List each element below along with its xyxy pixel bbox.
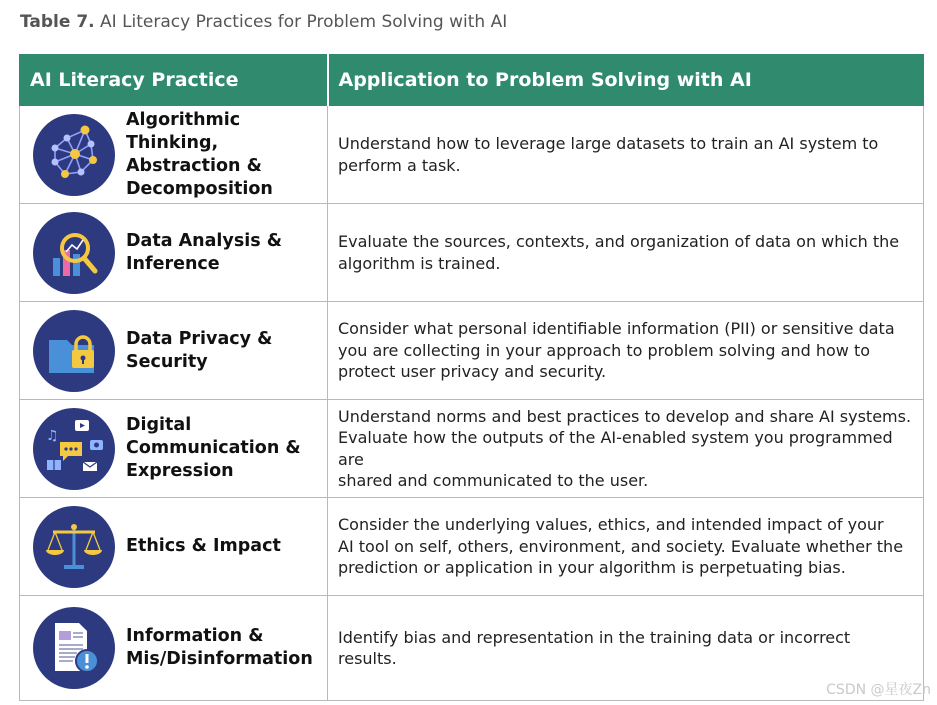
table-row <box>20 596 924 701</box>
practice-cell <box>21 109 326 201</box>
table-header-row <box>20 55 924 106</box>
practice-name: Digital Communication & Expression <box>126 415 301 481</box>
table-row <box>20 498 924 596</box>
svg-text:♫: ♫ <box>46 427 59 444</box>
practice-cell <box>21 212 326 294</box>
watermark: CSDN @星夜Zn <box>826 682 931 698</box>
document-alert-icon <box>33 607 115 689</box>
table-row <box>20 302 924 400</box>
media-chat-icon <box>33 408 115 490</box>
caption-title: AI Literacy Practices for Problem Solving with AI <box>100 12 508 32</box>
practice-name: Information & Mis/Disinformation <box>126 626 313 669</box>
application-text: Consider what personal identifiable information (PII) or sensitive data you are collecting in your approach to problem solving and how to protect user privacy and security. <box>338 319 895 382</box>
table-caption <box>20 12 507 32</box>
practice-name: Data Privacy & Security <box>126 328 273 372</box>
folder-lock-icon <box>33 310 115 392</box>
practice-name: Ethics & Impact <box>126 536 281 556</box>
practice-cell <box>21 408 326 490</box>
table-row <box>20 106 924 204</box>
application-text: Consider the underlying values, ethics, and intended impact of your AI tool on self, others, environment, and society. Evaluate whether the prediction or application in your algorithm is perpetuating bias. <box>338 515 904 578</box>
application-text: Understand how to leverage large datasets to train an AI system to perform a task. <box>338 134 879 175</box>
practice-cell <box>21 310 326 392</box>
application-text: Evaluate the sources, contexts, and organization of data on which the algorithm is trained. <box>338 232 900 273</box>
header-practice: AI Literacy Practice <box>20 55 328 106</box>
magnifier-chart-icon <box>33 212 115 294</box>
application-text: Understand norms and best practices to develop and share AI systems. Evaluate how the outputs of the AI-enabled system you programmed are shared and communicated to the user. <box>338 406 912 490</box>
table-row <box>20 204 924 302</box>
table-row <box>20 400 924 498</box>
network-graph-icon <box>33 114 115 196</box>
application-text: Identify bias and representation in the training data or incorrect results. <box>338 627 851 668</box>
ai-literacy-table <box>19 54 924 701</box>
caption-label: Table 7. <box>20 12 95 32</box>
practice-name: Data Analysis & Inference <box>126 230 283 274</box>
balance-scale-icon <box>33 506 115 588</box>
practice-cell <box>21 607 326 689</box>
practice-cell <box>21 506 326 588</box>
header-application: Application to Problem Solving with AI <box>328 55 924 106</box>
practice-name: Algorithmic Thinking, Abstraction & Decomposition <box>126 109 273 199</box>
